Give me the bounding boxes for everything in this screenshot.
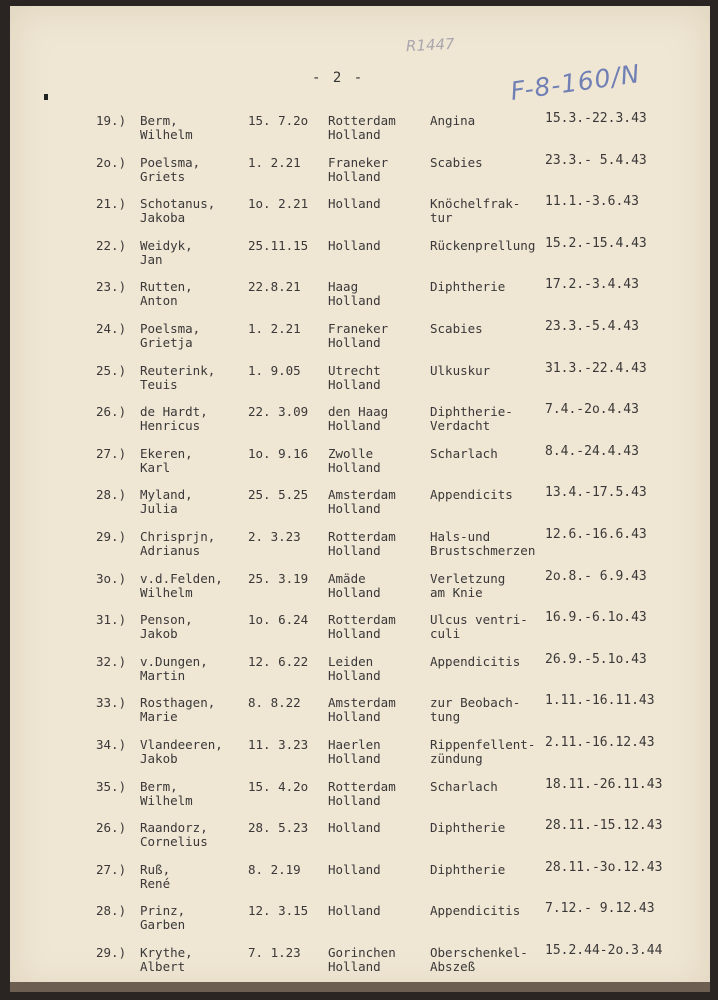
birth-date: 15. 4.2o: [248, 778, 309, 794]
birth-place: Rotterdam: [328, 113, 396, 128]
birth-country: Holland: [328, 626, 381, 642]
list-item: [10, 902, 710, 944]
birth-country: Holland: [328, 168, 381, 184]
birth-date: 7. 1.23: [248, 944, 301, 960]
given-name: Albert: [140, 958, 186, 974]
birth-date: 1. 2.21: [248, 320, 301, 336]
birth-place: Rotterdam: [328, 778, 396, 794]
surname: v.Dungen,: [140, 653, 208, 669]
diagnosis: Knöchelfrak-: [430, 196, 521, 212]
birth-date: 1o. 9.16: [248, 445, 309, 461]
treatment-period: 28.11.-3o.12.43: [545, 859, 663, 875]
birth-place: Franeker: [328, 320, 389, 336]
birth-place: Holland: [328, 820, 381, 836]
document-page: [10, 6, 710, 992]
entry-number: 32.): [96, 653, 127, 669]
surname: Vlandeeren,: [140, 736, 223, 752]
birth-date: 22.8.21: [248, 279, 301, 295]
diagnosis: Hals-und: [430, 528, 491, 544]
diagnosis-continued: tung: [430, 709, 461, 725]
surname: Krythe,: [140, 944, 193, 960]
list-item: [10, 195, 710, 237]
entry-number: 28.): [96, 903, 127, 919]
birth-date: 11. 3.23: [248, 736, 309, 752]
given-name: Wilhelm: [140, 584, 193, 600]
given-name: René: [140, 875, 171, 891]
treatment-period: 13.4.-17.5.43: [545, 485, 647, 501]
given-name: Marie: [140, 709, 178, 725]
surname: Ekeren,: [140, 445, 193, 461]
birth-country: Holland: [328, 127, 381, 142]
birth-place: Zwolle: [328, 445, 374, 461]
list-item: [10, 486, 710, 528]
surname: Reuterink,: [140, 362, 216, 378]
given-name: Adrianus: [140, 542, 201, 558]
given-name: Jan: [140, 251, 163, 267]
diagnosis: Oberschenkel-: [430, 944, 528, 960]
given-name: Jakob: [140, 750, 178, 766]
diagnosis-continued: zündung: [430, 750, 483, 766]
list-item: [10, 320, 710, 362]
surname: v.d.Felden,: [140, 570, 223, 586]
surname: Raandorz,: [140, 820, 208, 836]
diagnosis: Rückenprellung: [430, 237, 536, 253]
treatment-period: 18.11.-26.11.43: [545, 776, 663, 792]
diagnosis: Ulcus ventri-: [430, 612, 528, 628]
entry-number: 29.): [96, 944, 127, 960]
archive-reference: F-8-160/N: [508, 59, 643, 106]
birth-date: 8. 8.22: [248, 695, 301, 711]
birth-place: Holland: [328, 196, 381, 212]
birth-date: 15. 7.2o: [248, 113, 309, 128]
birth-place: Holland: [328, 237, 381, 253]
list-item: [10, 237, 710, 279]
page-number: - 2 -: [312, 70, 365, 86]
diagnosis-continued: am Knie: [430, 584, 483, 600]
list-item: [10, 278, 710, 320]
given-name: Martin: [140, 667, 186, 683]
entry-number: 26.): [96, 820, 127, 836]
list-item: [10, 611, 710, 653]
given-name: Wilhelm: [140, 127, 193, 142]
surname: Schotanus,: [140, 196, 216, 212]
birth-country: Holland: [328, 709, 381, 725]
birth-place: Haerlen: [328, 736, 381, 752]
entry-number: 27.): [96, 861, 127, 877]
diagnosis: Verletzung: [430, 570, 506, 586]
surname: Weidyk,: [140, 237, 193, 253]
birth-country: Holland: [328, 667, 381, 683]
treatment-period: 11.1.-3.6.43: [545, 194, 639, 210]
diagnosis: Angina: [430, 113, 476, 128]
birth-place: den Haag: [328, 404, 389, 420]
diagnosis: Appendicitis: [430, 903, 521, 919]
treatment-period: 17.2.-3.4.43: [545, 277, 639, 293]
entry-number: 19.): [96, 113, 127, 128]
given-name: Cornelius: [140, 834, 208, 850]
entry-number: 3o.): [96, 570, 127, 586]
birth-place: Rotterdam: [328, 528, 396, 544]
list-item: [10, 694, 710, 736]
given-name: Henricus: [140, 418, 201, 434]
entry-number: 22.): [96, 237, 127, 253]
entry-number: 33.): [96, 695, 127, 711]
given-name: Griets: [140, 168, 186, 184]
entry-number: 28.): [96, 487, 127, 503]
surname: Myland,: [140, 487, 193, 503]
treatment-period: 15.3.-22.3.43: [545, 111, 647, 126]
birth-place: Amsterdam: [328, 487, 396, 503]
birth-place: Amäde: [328, 570, 366, 586]
birth-country: Holland: [328, 376, 381, 392]
birth-date: 1o. 6.24: [248, 612, 309, 628]
entry-number: 21.): [96, 196, 127, 212]
entry-number: 23.): [96, 279, 127, 295]
treatment-period: 1.11.-16.11.43: [545, 693, 655, 709]
birth-country: Holland: [328, 459, 381, 475]
treatment-period: 15.2.-15.4.43: [545, 235, 647, 251]
diagnosis: Appendicitis: [430, 653, 521, 669]
birth-country: Holland: [328, 418, 381, 434]
entry-number: 2o.): [96, 154, 127, 170]
list-item: [10, 944, 710, 986]
surname: Penson,: [140, 612, 193, 628]
treatment-period: 31.3.-22.4.43: [545, 360, 647, 376]
list-item: [10, 112, 710, 154]
birth-country: Holland: [328, 958, 381, 974]
birth-place: Franeker: [328, 154, 389, 170]
given-name: Grietja: [140, 334, 193, 350]
diagnosis: Appendicits: [430, 487, 513, 503]
diagnosis: Rippenfellent-: [430, 736, 536, 752]
surname: Rutten,: [140, 279, 193, 295]
diagnosis-continued: culi: [430, 626, 461, 642]
birth-place: Holland: [328, 861, 381, 877]
birth-country: Holland: [328, 584, 381, 600]
diagnosis: Scabies: [430, 320, 483, 336]
given-name: Garben: [140, 917, 186, 933]
entry-number: 31.): [96, 612, 127, 628]
birth-date: 1o. 2.21: [248, 196, 309, 212]
given-name: Wilhelm: [140, 792, 193, 808]
birth-place: Rotterdam: [328, 612, 396, 628]
treatment-period: 23.3.- 5.4.43: [545, 152, 647, 168]
treatment-period: 2o.8.- 6.9.43: [545, 568, 647, 584]
birth-date: 25. 3.19: [248, 570, 309, 586]
entry-number: 25.): [96, 362, 127, 378]
birth-country: Holland: [328, 293, 381, 309]
surname: Ruß,: [140, 861, 171, 877]
birth-country: Holland: [328, 501, 381, 517]
list-item: [10, 528, 710, 570]
surname: Poelsma,: [140, 154, 201, 170]
surname: Rosthagen,: [140, 695, 216, 711]
surname: Prinz,: [140, 903, 186, 919]
list-item: [10, 861, 710, 903]
birth-place: Haag: [328, 279, 359, 295]
diagnosis-continued: Abszeß: [430, 958, 476, 974]
entry-number: 26.): [96, 404, 127, 420]
birth-place: Holland: [328, 903, 381, 919]
surname: Berm,: [140, 113, 178, 128]
list-item: [10, 154, 710, 196]
diagnosis: Diphtherie: [430, 820, 506, 836]
surname: de Hardt,: [140, 404, 208, 420]
treatment-period: 15.2.44-2o.3.44: [545, 942, 663, 958]
list-item: [10, 736, 710, 778]
birth-date: 12. 6.22: [248, 653, 309, 669]
list-item: [10, 362, 710, 404]
entry-number: 24.): [96, 320, 127, 336]
diagnosis: Ulkuskur: [430, 362, 491, 378]
entry-number: 29.): [96, 528, 127, 544]
given-name: Anton: [140, 293, 178, 309]
treatment-period: 8.4.-24.4.43: [545, 443, 639, 459]
birth-country: Holland: [328, 542, 381, 558]
birth-date: 22. 3.09: [248, 404, 309, 420]
birth-place: Leiden: [328, 653, 374, 669]
treatment-period: 7.4.-2o.4.43: [545, 402, 639, 418]
treatment-period: 16.9.-6.1o.43: [545, 610, 647, 626]
birth-country: Holland: [328, 750, 381, 766]
surname: Chrisprjn,: [140, 528, 216, 544]
diagnosis: Scharlach: [430, 778, 498, 794]
birth-place: Amsterdam: [328, 695, 396, 711]
diagnosis: Diphtherie-: [430, 404, 513, 420]
given-name: Julia: [140, 501, 178, 517]
birth-place: Utrecht: [328, 362, 381, 378]
given-name: Jakob: [140, 626, 178, 642]
diagnosis: Scharlach: [430, 445, 498, 461]
list-item: [10, 403, 710, 445]
birth-date: 2. 3.23: [248, 528, 301, 544]
birth-country: Holland: [328, 792, 381, 808]
birth-date: 1. 2.21: [248, 154, 301, 170]
entry-number: 34.): [96, 736, 127, 752]
birth-date: 12. 3.15: [248, 903, 309, 919]
list-item: [10, 445, 710, 487]
patient-list: [10, 112, 710, 985]
treatment-period: 2.11.-16.12.43: [545, 734, 655, 750]
treatment-period: 28.11.-15.12.43: [545, 818, 663, 834]
birth-date: 8. 2.19: [248, 861, 301, 877]
birth-date: 25. 5.25: [248, 487, 309, 503]
diagnosis: zur Beobach-: [430, 695, 521, 711]
diagnosis: Diphtherie: [430, 279, 506, 295]
entry-number: 27.): [96, 445, 127, 461]
surname: Poelsma,: [140, 320, 201, 336]
treatment-period: 7.12.- 9.12.43: [545, 901, 655, 917]
pencil-note: R1447: [405, 34, 456, 56]
ink-mark: [44, 94, 48, 100]
entry-number: 35.): [96, 778, 127, 794]
diagnosis: Scabies: [430, 154, 483, 170]
treatment-period: 23.3.-5.4.43: [545, 318, 639, 334]
birth-country: Holland: [328, 334, 381, 350]
birth-date: 1. 9.05: [248, 362, 301, 378]
list-item: [10, 653, 710, 695]
birth-date: 28. 5.23: [248, 820, 309, 836]
treatment-period: 26.9.-5.1o.43: [545, 651, 647, 667]
given-name: Jakoba: [140, 210, 186, 226]
treatment-period: 12.6.-16.6.43: [545, 526, 647, 542]
diagnosis-continued: tur: [430, 210, 453, 226]
diagnosis-continued: Verdacht: [430, 418, 491, 434]
list-item: [10, 819, 710, 861]
diagnosis-continued: Brustschmerzen: [430, 542, 536, 558]
paper-edge-shadow: [10, 982, 710, 992]
birth-place: Gorinchen: [328, 944, 396, 960]
list-item: [10, 570, 710, 612]
list-item: [10, 778, 710, 820]
diagnosis: Diphtherie: [430, 861, 506, 877]
given-name: Karl: [140, 459, 171, 475]
given-name: Teuis: [140, 376, 178, 392]
surname: Berm,: [140, 778, 178, 794]
birth-date: 25.11.15: [248, 237, 309, 253]
